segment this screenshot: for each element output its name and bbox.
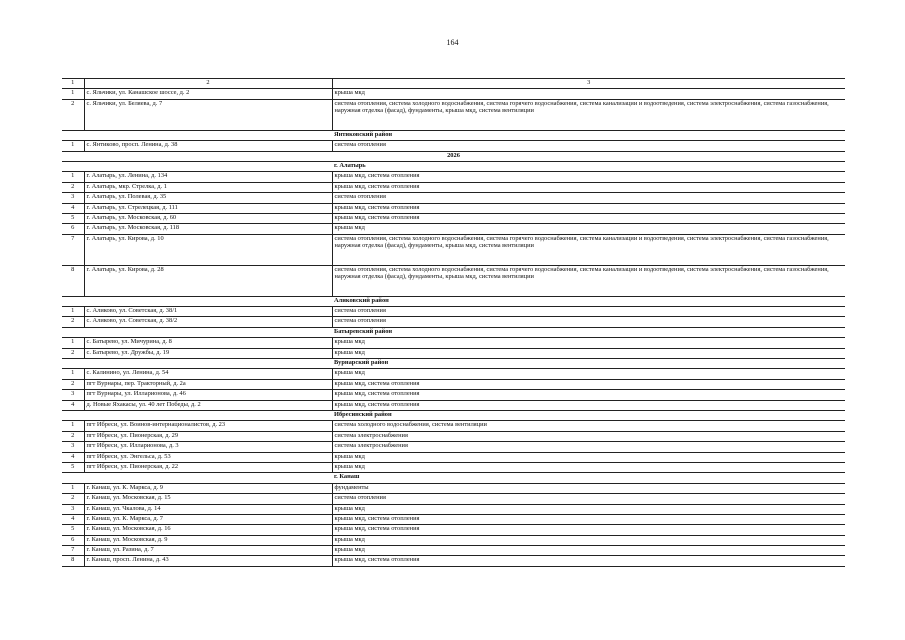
row-number: 1: [62, 338, 84, 348]
table-row: [62, 224, 845, 234]
row-address: с. Яльчики, ул. Беляева, д. 7: [84, 99, 332, 130]
row-address: пгт Вурнары, пер. Тракторный, д. 2а: [84, 379, 332, 389]
table-row: [62, 141, 845, 151]
table-header-row: [62, 79, 845, 89]
row-systems: система отопления, система холодного водоснабжения, система горячего водоснабжения, система канализации и водоотведения, система электроснабжения, система газоснабжения, наружная отделка (фасад), фундаменты, крыша мкд, система вентиляции: [332, 234, 845, 265]
row-systems: крыша мкд: [332, 462, 845, 472]
row-systems: крыша мкд: [332, 546, 845, 556]
row-systems: система холодного водоснабжения, система вентиляции: [332, 421, 845, 431]
section-ibresi: [62, 410, 845, 420]
table-row: [62, 535, 845, 545]
table-row: [62, 182, 845, 192]
section-title: Аликовский район: [332, 296, 845, 306]
section-spacer: [62, 296, 332, 306]
row-address: с. Аликово, ул. Советская, д. 38/2: [84, 317, 332, 327]
row-address: пгт Ибреси, ул. Энгельса, д. 53: [84, 452, 332, 462]
repair-schedule-table: [62, 78, 845, 567]
row-address: г. Алатырь, ул. Московская, д. 60: [84, 213, 332, 223]
row-systems: система электроснабжения: [332, 442, 845, 452]
row-systems: крыша мкд, система отопления: [332, 213, 845, 223]
section-title: г. Алатырь: [332, 161, 845, 171]
row-address: с. Яльчики, ул. Канашское шоссе, д. 2: [84, 89, 332, 99]
section-kanash: [62, 473, 845, 483]
table-row: [62, 193, 845, 203]
row-address: г. Канаш, ул. К. Маркса, д. 7: [84, 514, 332, 524]
row-number: 2: [62, 431, 84, 441]
table-row: [62, 89, 845, 99]
row-systems: крыша мкд: [332, 224, 845, 234]
row-systems: крыша мкд, система отопления: [332, 172, 845, 182]
row-systems: крыша мкд: [332, 452, 845, 462]
row-address: г. Канаш, ул. Московская, д. 16: [84, 525, 332, 535]
row-number: 2: [62, 317, 84, 327]
table-row: [62, 348, 845, 358]
row-systems: система электроснабжения: [332, 431, 845, 441]
table-row: [62, 504, 845, 514]
row-address: с. Аликово, ул. Советская, д. 38/1: [84, 307, 332, 317]
row-systems: крыша мкд, система отопления: [332, 525, 845, 535]
row-number: 2: [62, 348, 84, 358]
row-address: г. Алатырь, ул. Полевая, д. 35: [84, 193, 332, 203]
row-number: 8: [62, 265, 84, 296]
row-systems: крыша мкд, система отопления: [332, 379, 845, 389]
row-systems: крыша мкд, система отопления: [332, 400, 845, 410]
row-number: 7: [62, 546, 84, 556]
row-address: г. Алатырь, ул. Ленина, д. 134: [84, 172, 332, 182]
row-number: 2: [62, 182, 84, 192]
row-systems: система отопления, система холодного водоснабжения, система горячего водоснабжения, система канализации и водоотведения, система электроснабжения, система газоснабжения, наружная отделка (фасад), фундаменты, крыша мкд, система вентиляции: [332, 265, 845, 296]
row-address: г. Канаш, ул. Московская, д. 9: [84, 535, 332, 545]
row-address: г. Алатырь, мкр. Стрелка, д. 1: [84, 182, 332, 192]
row-address: пгт Ибреси, ул. Пионерская, д. 22: [84, 462, 332, 472]
row-address: д. Новые Яхакасы, ул. 40 лет Победы, д. 2: [84, 400, 332, 410]
row-address: с. Батырево, ул. Мичурина, д. 8: [84, 338, 332, 348]
table-row: [62, 234, 845, 265]
section-batyrevo: [62, 327, 845, 337]
section-title: Вурнарский район: [332, 359, 845, 369]
row-number: 4: [62, 203, 84, 213]
row-number: 2: [62, 494, 84, 504]
row-systems: крыша мкд, система отопления: [332, 514, 845, 524]
row-systems: крыша мкд, система отопления: [332, 182, 845, 192]
row-systems: крыша мкд, система отопления: [332, 390, 845, 400]
row-number: 3: [62, 442, 84, 452]
section-spacer: [62, 410, 332, 420]
table-row: [62, 307, 845, 317]
section-title: г. Канаш: [332, 473, 845, 483]
table-row: [62, 525, 845, 535]
section-vurnary: [62, 359, 845, 369]
row-number: 2: [62, 99, 84, 130]
header-col-3: 3: [332, 79, 845, 89]
row-address: с. Калинино, ул. Ленина, д. 54: [84, 369, 332, 379]
section-title: Батыревский район: [332, 327, 845, 337]
table-row: [62, 213, 845, 223]
row-systems: крыша мкд: [332, 369, 845, 379]
table-row: [62, 172, 845, 182]
row-systems: крыша мкд: [332, 89, 845, 99]
section-spacer: [62, 473, 332, 483]
table-row: [62, 369, 845, 379]
header-col-2: 2: [84, 79, 332, 89]
row-number: 5: [62, 213, 84, 223]
section-spacer: [62, 359, 332, 369]
row-address: г. Канаш, ул. Разина, д. 7: [84, 546, 332, 556]
row-number: 1: [62, 307, 84, 317]
row-systems: система отопления: [332, 193, 845, 203]
row-number: 6: [62, 224, 84, 234]
row-number: 2: [62, 379, 84, 389]
row-address: г. Алатырь, ул. Московская, д. 118: [84, 224, 332, 234]
table-row: [62, 338, 845, 348]
section-title: Янтиковский район: [332, 130, 845, 140]
page-number: 164: [446, 38, 459, 47]
table-row: [62, 400, 845, 410]
row-number: 4: [62, 400, 84, 410]
table-row: [62, 265, 845, 296]
year-row: [62, 151, 845, 161]
row-systems: крыша мкд: [332, 348, 845, 358]
row-address: пгт Ибреси, ул. Воинов-интернационалистов, д. 23: [84, 421, 332, 431]
section-alatyr: [62, 161, 845, 171]
table-row: [62, 494, 845, 504]
section-title: Ибресинский район: [332, 410, 845, 420]
row-address: г. Канаш, ул. Московская, д. 15: [84, 494, 332, 504]
row-number: 1: [62, 369, 84, 379]
row-systems: система отопления, система холодного водоснабжения, система горячего водоснабжения, система канализации и водоотведения, система электроснабжения, система газоснабжения, наружная отделка (фасад), фундаменты, крыша мкд, система вентиляции: [332, 99, 845, 130]
table-row: [62, 203, 845, 213]
table-row: [62, 442, 845, 452]
row-address: с. Янтиково, просп. Ленина, д. 38: [84, 141, 332, 151]
table-row: [62, 546, 845, 556]
table-row: [62, 483, 845, 493]
table-row: [62, 99, 845, 130]
row-systems: система отопления: [332, 494, 845, 504]
row-address: г. Алатырь, ул. Стрелецкая, д. 111: [84, 203, 332, 213]
header-col-1: 1: [62, 79, 84, 89]
section-spacer: [62, 161, 332, 171]
year-label: 2026: [62, 151, 845, 161]
table-row: [62, 514, 845, 524]
row-number: 3: [62, 193, 84, 203]
table-row: [62, 390, 845, 400]
row-number: 5: [62, 462, 84, 472]
row-number: 4: [62, 514, 84, 524]
row-number: 7: [62, 234, 84, 265]
row-address: пгт Ибреси, ул. Илларионова, д. 3: [84, 442, 332, 452]
table-row: [62, 462, 845, 472]
row-address: пгт Вурнары, ул. Илларионова, д. 46: [84, 390, 332, 400]
row-systems: крыша мкд, система отопления: [332, 556, 845, 566]
row-number: 6: [62, 535, 84, 545]
row-address: г. Алатырь, ул. Кирова, д. 10: [84, 234, 332, 265]
row-number: 3: [62, 390, 84, 400]
table-row: [62, 556, 845, 566]
section-spacer: [62, 327, 332, 337]
table-row: [62, 431, 845, 441]
table-row: [62, 317, 845, 327]
row-systems: система отопления: [332, 307, 845, 317]
section-yantikovo: [62, 130, 845, 140]
row-number: 1: [62, 421, 84, 431]
row-number: 8: [62, 556, 84, 566]
row-number: 1: [62, 483, 84, 493]
table-row: [62, 421, 845, 431]
row-address: г. Канаш, ул. Чкалова, д. 14: [84, 504, 332, 514]
row-number: 5: [62, 525, 84, 535]
row-systems: крыша мкд, система отопления: [332, 203, 845, 213]
row-number: 4: [62, 452, 84, 462]
table-row: [62, 452, 845, 462]
row-systems: крыша мкд: [332, 535, 845, 545]
row-systems: система отопления: [332, 317, 845, 327]
row-address: г. Алатырь, ул. Кирова, д. 28: [84, 265, 332, 296]
row-number: 1: [62, 172, 84, 182]
section-spacer: [62, 130, 332, 140]
row-number: 3: [62, 504, 84, 514]
row-address: с. Батырево, ул. Дружбы, д. 19: [84, 348, 332, 358]
row-systems: система отопления: [332, 141, 845, 151]
section-alikovo: [62, 296, 845, 306]
row-systems: фундаменты: [332, 483, 845, 493]
row-systems: крыша мкд: [332, 338, 845, 348]
table-row: [62, 379, 845, 389]
row-address: г. Канаш, ул. К. Маркса, д. 9: [84, 483, 332, 493]
row-address: г. Канаш, просп. Ленина, д. 43: [84, 556, 332, 566]
row-number: 1: [62, 89, 84, 99]
row-systems: крыша мкд: [332, 504, 845, 514]
row-address: пгт Ибреси, ул. Пионерская, д. 29: [84, 431, 332, 441]
row-number: 1: [62, 141, 84, 151]
